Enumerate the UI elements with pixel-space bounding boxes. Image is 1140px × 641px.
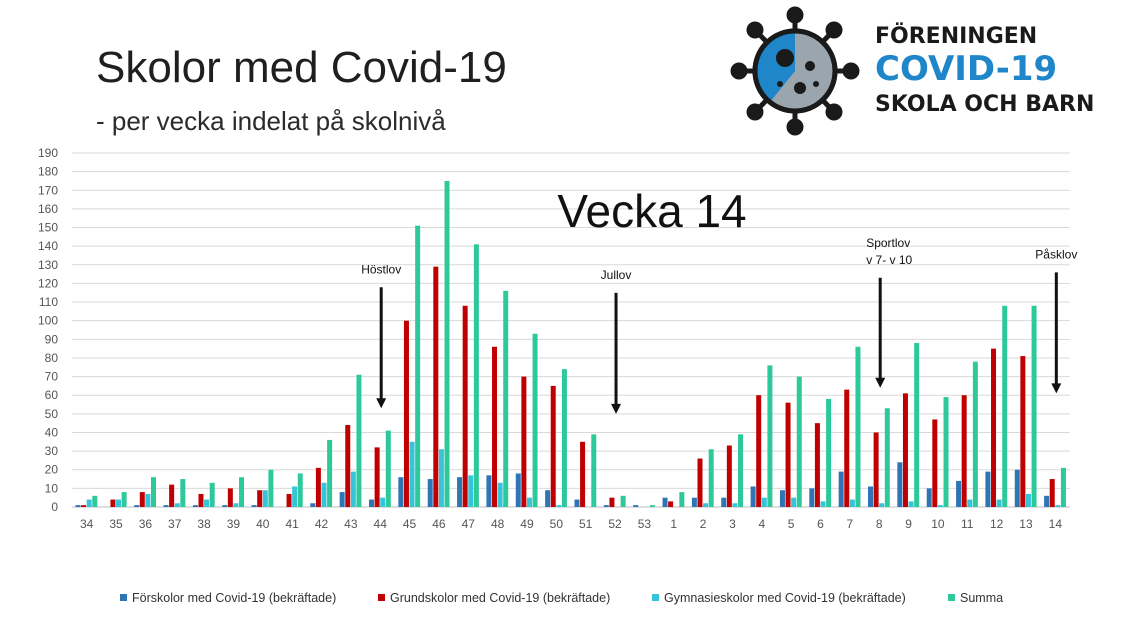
bar-4-3 [762,498,767,507]
bar-47-4 [474,244,479,507]
bar-43-4 [356,375,361,507]
bar-44-3 [380,498,385,507]
bar-49-3 [527,498,532,507]
x-tick-label: 7 [846,517,854,531]
bar-6-1 [809,488,814,507]
logo-text-line3: SKOLA OCH BARN [875,92,1095,117]
x-tick-label: 1 [670,517,678,531]
bar-3-3 [732,503,737,507]
y-tick-label: 0 [51,500,58,514]
bar-7-1 [839,472,844,507]
bar-51-1 [574,500,579,507]
bar-3-2 [727,446,732,507]
bar-4-1 [751,487,756,507]
bar-37-3 [175,503,180,507]
bar-43-2 [345,425,350,507]
bar-49-4 [533,334,538,507]
annotation-label: Sportlov [866,235,911,250]
bar-42-4 [327,440,332,507]
bar-36-2 [140,492,145,507]
bar-7-4 [855,347,860,507]
legend-swatch [120,594,127,601]
annotation-label: Påsklov [1035,247,1078,262]
legend-swatch [652,594,659,601]
bar-1-2 [668,501,673,507]
bar-45-4 [415,226,420,507]
bar-41-2 [287,494,292,507]
x-tick-label: 13 [1019,517,1033,531]
x-tick-label: 34 [79,517,94,531]
annotation-label: v 7- v 10 [866,252,913,267]
bar-6-4 [826,399,831,507]
annotation-arrowhead [376,398,386,408]
bar-35-2 [110,500,115,507]
logo-text-line1: FÖRENINGEN [875,24,1038,49]
bar-8-2 [874,432,879,507]
bar-37-4 [180,479,185,507]
bar-8-3 [879,503,884,507]
bar-34-3 [87,500,92,507]
y-tick-label: 30 [44,444,58,459]
bar-52-2 [609,498,614,507]
bar-37-2 [169,485,174,507]
bar-10-2 [932,419,937,507]
bar-45-1 [398,477,403,507]
bar-13-1 [1015,470,1020,507]
bar-36-3 [145,494,150,507]
bar-3-4 [738,434,743,507]
bar-40-4 [268,470,273,507]
bar-1-4 [679,492,684,507]
bar-50-3 [556,505,561,507]
y-tick-label: 70 [44,369,58,384]
y-tick-label: 130 [37,257,58,272]
x-tick-label: 43 [344,517,358,531]
x-tick-label: 9 [905,517,912,531]
x-tick-label: 51 [578,517,593,531]
x-tick-label: 10 [931,517,945,531]
bar-52-1 [604,505,609,507]
annotation-arrowhead [875,378,885,388]
legend-item [120,590,336,606]
x-tick-label: 2 [699,517,707,531]
x-tick-label: 35 [109,517,123,531]
page-title: Skolor med Covid-19 [96,43,507,92]
bar-45-2 [404,321,409,507]
bar-37-1 [164,505,169,507]
bar-7-2 [844,390,849,507]
bar-45-3 [410,442,415,507]
bar-44-4 [386,431,391,507]
bar-39-3 [233,503,238,507]
bar-40-1 [252,505,257,507]
y-tick-label: 110 [38,295,58,310]
bar-12-2 [991,349,996,507]
bar-2-4 [709,449,714,507]
bar-41-4 [298,473,303,507]
bar-7-3 [850,500,855,507]
bar-chart [0,140,1140,540]
bar-9-2 [903,393,908,507]
bar-14-4 [1061,468,1066,507]
bar-34-2 [81,505,86,507]
bar-53-4 [650,505,655,507]
bar-47-3 [468,475,473,507]
y-tick-label: 190 [37,146,58,160]
bar-42-1 [310,503,315,507]
bar-8-1 [868,487,873,507]
y-tick-label: 50 [44,406,58,421]
bar-34-4 [92,496,97,507]
x-tick-label: 47 [461,517,475,531]
bar-36-1 [134,505,139,507]
virus-icon [730,6,860,136]
bar-48-2 [492,347,497,507]
bar-1-1 [663,498,668,507]
legend-item [652,590,906,606]
bar-2-1 [692,498,697,507]
bar-48-1 [486,475,491,507]
bar-49-1 [516,473,521,507]
bar-10-1 [927,488,932,507]
bar-4-4 [767,365,772,507]
bar-49-2 [521,377,526,507]
bar-8-4 [885,408,890,507]
legend-swatch [378,594,385,601]
bar-11-3 [967,500,972,507]
x-tick-label: 53 [637,517,652,531]
y-tick-label: 120 [37,276,58,291]
bar-48-4 [503,291,508,507]
x-tick-label: 48 [490,517,505,531]
x-tick-label: 36 [138,517,153,531]
bar-50-4 [562,369,567,507]
x-tick-label: 14 [1048,517,1063,531]
bar-50-1 [545,490,550,507]
logo-text-line2: COVID-19 [875,49,1058,89]
bar-14-2 [1050,479,1055,507]
organization-logo [730,6,1130,136]
bar-35-4 [122,492,127,507]
y-tick-label: 40 [44,425,58,440]
bar-14-3 [1055,505,1060,507]
bar-44-1 [369,500,374,507]
bar-39-2 [228,488,233,507]
bar-50-2 [551,386,556,507]
y-tick-label: 170 [37,183,58,198]
y-tick-label: 160 [37,201,58,216]
bar-10-4 [944,397,949,507]
x-tick-label: 6 [817,517,824,531]
bar-6-3 [821,501,826,507]
bar-5-4 [797,377,802,507]
bar-38-2 [198,494,203,507]
x-tick-label: 49 [520,517,534,531]
bar-11-4 [973,362,978,507]
annotation-arrowhead [1051,383,1061,393]
x-tick-label: 4 [758,517,766,531]
y-tick-label: 140 [37,239,58,254]
bar-42-3 [322,483,327,507]
bar-2-2 [697,459,702,507]
bar-38-4 [210,483,215,507]
bar-12-4 [1002,306,1007,507]
y-tick-label: 80 [44,350,58,365]
bar-47-1 [457,477,462,507]
x-tick-label: 44 [373,517,387,531]
x-tick-label: 40 [256,517,270,531]
x-tick-label: 46 [432,517,446,531]
x-tick-label: 45 [402,517,417,531]
bar-53-1 [633,505,638,507]
bar-44-2 [375,447,380,507]
bar-12-1 [985,472,990,507]
y-tick-label: 150 [37,220,58,235]
bar-3-1 [721,498,726,507]
bar-5-1 [780,490,785,507]
bar-34-1 [75,505,80,507]
legend-label: Gymnasieskolor med Covid-19 (bekräftade) [664,591,906,605]
legend-label: Förskolor med Covid-19 (bekräftade) [132,591,337,605]
bar-9-1 [897,462,902,507]
bar-36-4 [151,477,156,507]
bar-52-4 [621,496,626,507]
x-tick-label: 42 [314,517,329,531]
bar-11-1 [956,481,961,507]
bar-40-2 [257,490,262,507]
bar-46-2 [433,267,438,507]
x-tick-label: 12 [989,517,1004,531]
y-tick-label: 20 [44,462,58,477]
x-tick-label: 8 [875,517,883,531]
bar-38-1 [193,505,198,507]
bar-2-3 [703,503,708,507]
x-tick-label: 50 [549,517,564,531]
legend-label: Grundskolor med Covid-19 (bekräftade) [390,591,611,605]
legend-label: Summa [960,591,1004,605]
y-tick-label: 10 [44,481,58,496]
legend-swatch [948,594,955,601]
page-subtitle: - per vecka indelat på skolnivå [96,106,446,136]
x-tick-label: 37 [168,517,182,531]
x-tick-label: 3 [729,517,736,531]
x-tick-label: 39 [226,517,241,531]
bar-51-4 [591,434,596,507]
bar-48-3 [498,483,503,507]
x-tick-label: 38 [197,517,211,531]
bar-46-1 [428,479,433,507]
annotation-label: Jullov [600,267,632,282]
y-tick-label: 180 [37,164,58,179]
bar-39-4 [239,477,244,507]
bar-47-2 [463,306,468,507]
bar-13-4 [1032,306,1037,507]
bar-4-2 [756,395,761,507]
y-tick-label: 100 [37,313,58,328]
bar-51-2 [580,442,585,507]
bar-46-3 [439,449,444,507]
bar-35-3 [116,500,121,507]
bar-5-2 [786,403,791,507]
legend-item [948,590,1003,606]
week-annotation: Vecka 14 [557,185,747,237]
bar-12-3 [997,500,1002,507]
bar-11-2 [962,395,967,507]
bar-46-4 [445,181,450,507]
bar-43-3 [351,472,356,507]
bar-40-3 [263,490,268,507]
annotation-arrowhead [611,404,621,414]
bar-38-3 [204,500,209,507]
bar-41-3 [292,487,297,507]
chart-legend [0,590,1140,608]
annotation-label: Höstlov [361,262,402,277]
bar-10-3 [938,505,943,507]
legend-item [378,590,610,606]
bar-42-2 [316,468,321,507]
y-tick-label: 90 [44,332,58,347]
bar-13-2 [1020,356,1025,507]
bar-13-3 [1026,494,1031,507]
x-tick-label: 52 [608,517,622,531]
y-tick-label: 60 [44,388,58,403]
bar-9-4 [914,343,919,507]
x-tick-label: 11 [961,517,974,531]
bar-39-1 [222,505,227,507]
bar-5-3 [791,498,796,507]
x-tick-label: 41 [285,517,299,531]
bar-14-1 [1044,496,1049,507]
bar-43-1 [340,492,345,507]
bar-6-2 [815,423,820,507]
x-tick-label: 5 [787,517,795,531]
bar-9-3 [909,501,914,507]
